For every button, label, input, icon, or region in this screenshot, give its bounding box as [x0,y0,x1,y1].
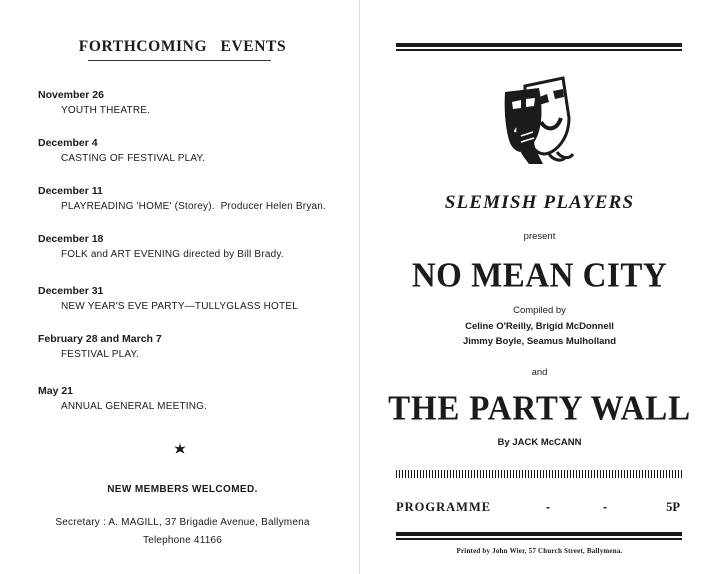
right-panel [360,0,719,574]
programme-dash: - [603,500,607,514]
event-item [38,185,348,233]
event-description: FESTIVAL PLAY. [61,349,140,360]
play-title-1: NO MEAN CITY [411,257,668,295]
event-date: December 31 [38,285,104,297]
top-rule-thin [396,49,682,51]
event-description: CASTING OF FESTIVAL PLAY. [61,153,206,164]
theatre-masks-icon [503,74,575,164]
welcome-notice: NEW MEMBERS WELCOMED. [107,484,258,495]
event-item [38,385,348,433]
event-description: ANNUAL GENERAL MEETING. [61,401,208,412]
event-description: FOLK and ART EVENING directed by Bill Brady. [61,249,284,260]
star-icon [174,443,186,455]
telephone-number: Telephone 41166 [143,535,222,546]
bottom-rule [396,532,682,536]
and-label: and [531,367,548,378]
secretary-contact: Secretary : A. MAGILL, 37 Brigadie Avenue, Ballymena [55,517,310,528]
programme-row [396,500,682,516]
play-title-2: THE PARTY WALL [388,390,691,428]
events-heading: FORTHCOMING EVENTS [78,38,287,55]
top-rule [396,43,682,47]
event-date: November 26 [38,89,104,101]
bottom-rule-thin [396,538,682,540]
programme-price: 5P [666,500,680,514]
hatched-rule [396,470,682,478]
event-date: December 18 [38,233,104,245]
programme-dash: - [546,500,550,514]
event-item [38,233,348,285]
event-date: December 11 [38,185,103,197]
event-date: December 4 [38,137,98,149]
left-panel [0,0,359,574]
event-item [38,89,348,137]
company-name: SLEMISH PLAYERS [444,192,635,213]
authors-line-2: Jimmy Boyle, Seamus Mulholland [462,336,617,347]
play-2-byline: By JACK McCANN [497,437,582,448]
event-description: YOUTH THEATRE. [61,105,151,116]
programme-label: PROGRAMME [396,500,492,514]
event-description: NEW YEAR'S EVE PARTY—TULLYGLASS HOTEL [61,301,298,312]
event-item [38,333,348,385]
present-label: present [523,231,556,242]
events-list [38,89,348,433]
event-date: February 28 and March 7 [38,333,162,345]
event-item [38,137,348,185]
heading-underline [88,60,271,61]
compiled-by-label: Compiled by [513,305,566,316]
event-item [38,285,348,333]
event-description: PLAYREADING 'HOME' (Storey). Producer Helen Bryan. [61,201,327,212]
printer-credit: Printed by John Wier, 57 Church Street, Ballymena. [456,547,623,555]
event-date: May 21 [38,385,74,397]
authors-line-1: Celine O'Reilly, Brigid McDonnell [465,321,614,332]
